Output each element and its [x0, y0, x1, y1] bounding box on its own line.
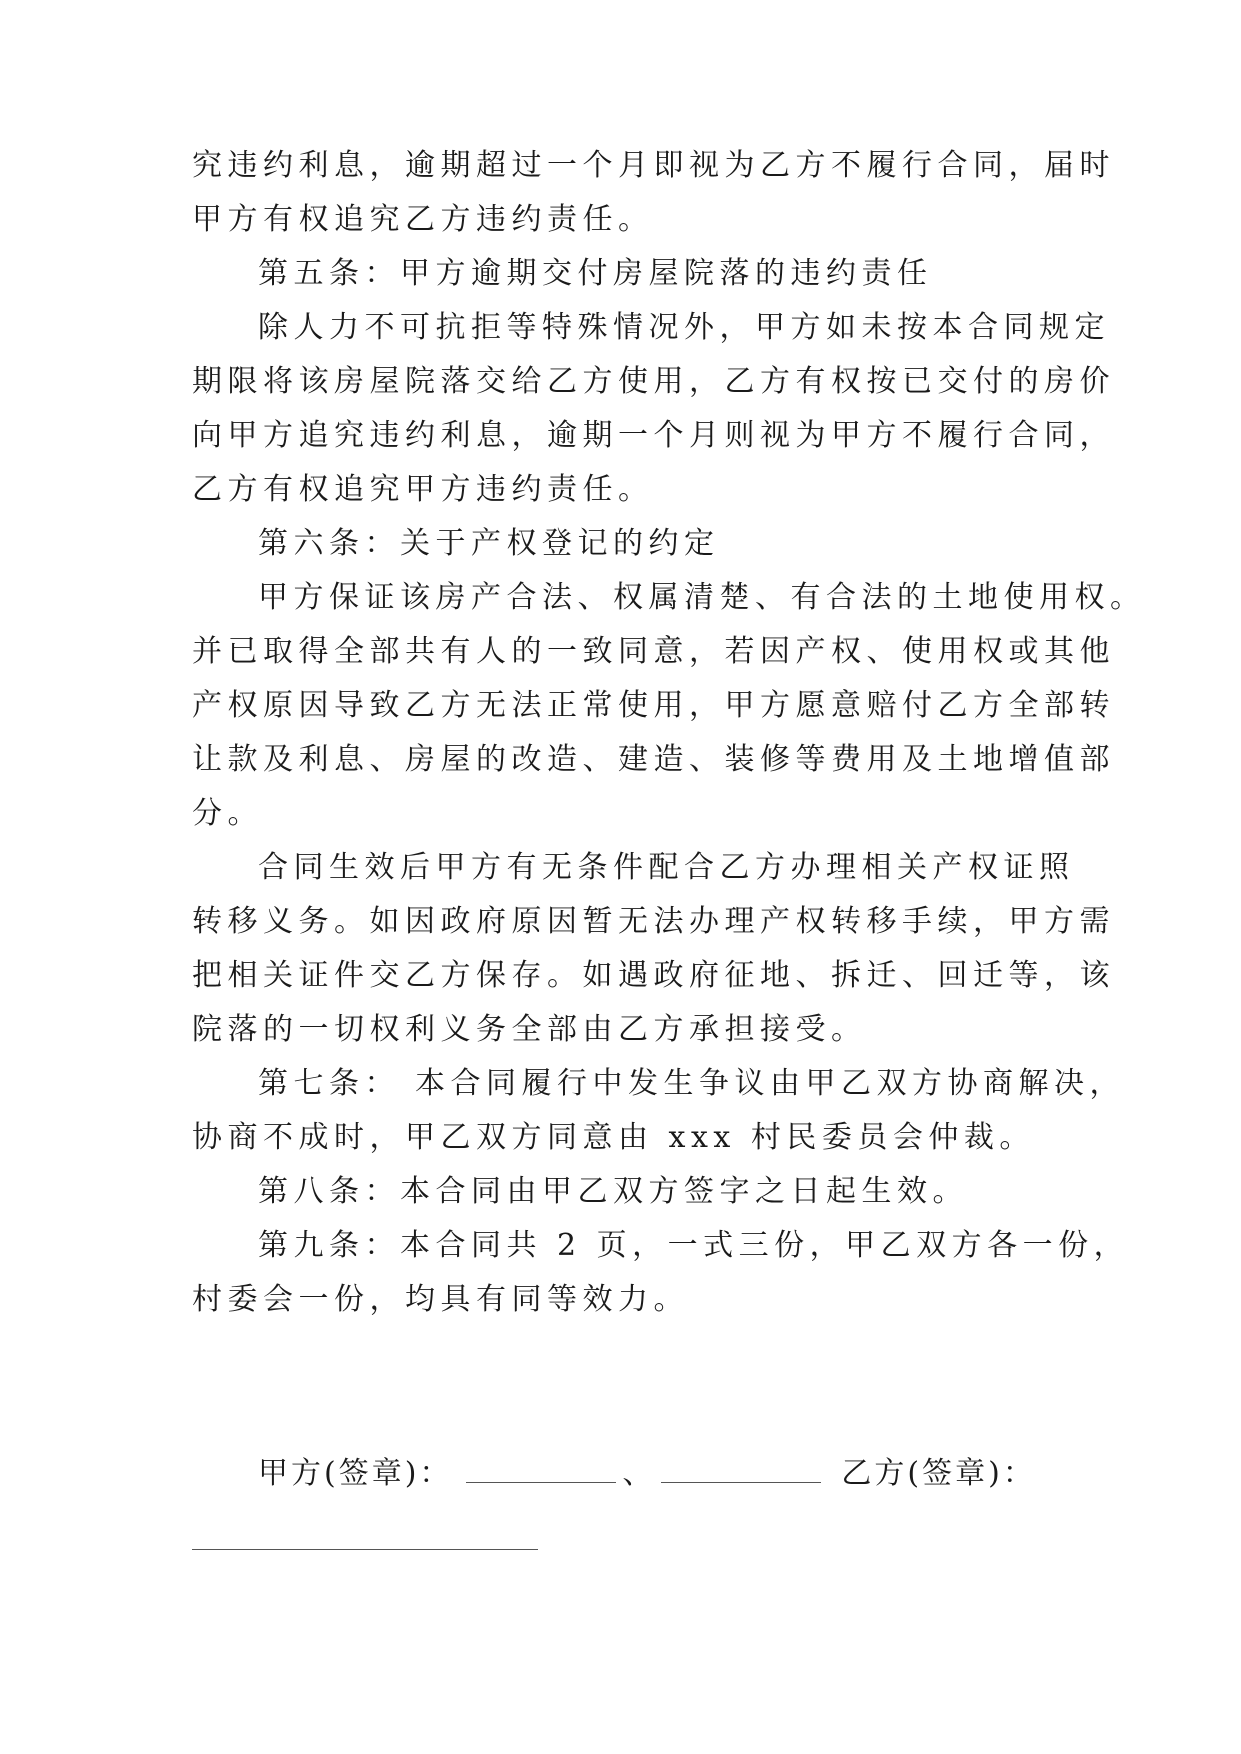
text-line: 转移义务。如因政府原因暂无法办理产权转移手续，甲方需	[192, 904, 1115, 939]
text-line: 向甲方追究违约利息，逾期一个月则视为甲方不履行合同，	[192, 418, 1115, 453]
signature-separator: 、	[622, 1456, 656, 1491]
text-line: 村委会一份，均具有同等效力。	[192, 1282, 689, 1317]
article-heading: 第六条：关于产权登记的约定	[258, 526, 720, 561]
text-line: 乙方有权追究甲方违约责任。	[192, 472, 654, 507]
text-line: 除人力不可抗拒等特殊情况外，甲方如未按本合同规定	[258, 310, 1110, 345]
text-line: 期限将该房屋院落交给乙方使用，乙方有权按已交付的房价	[192, 364, 1115, 399]
text-line: 甲方保证该房产合法、权属清楚、有合法的土地使用权。	[258, 580, 1146, 615]
article-heading: 第七条： 本合同履行中发生争议由甲乙双方协商解决，	[258, 1066, 1126, 1101]
text-line: 合同生效后甲方有无条件配合乙方办理相关产权证照	[258, 850, 1075, 885]
text-line: 院落的一切权利义务全部由乙方承担接受。	[192, 1012, 867, 1047]
signature-row	[258, 1454, 1062, 1494]
text-line: 分。	[192, 796, 263, 831]
text-line: 并已取得全部共有人的一致同意，若因产权、使用权或其他	[192, 634, 1115, 669]
text-line: 把相关证件交乙方保存。如遇政府征地、拆迁、回迁等，该	[192, 958, 1115, 993]
text-line: 产权原因导致乙方无法正常使用，甲方愿意赔付乙方全部转	[192, 688, 1115, 723]
party-b-label: 乙方(签章)：	[841, 1456, 1036, 1491]
text-line: 甲方有权追究乙方违约责任。	[192, 202, 654, 237]
text-line: 究违约利息，逾期超过一个月即视为乙方不履行合同，届时	[192, 148, 1115, 183]
article-heading: 第八条：本合同由甲乙双方签字之日起生效。	[258, 1174, 968, 1209]
article-heading: 第九条：本合同共 2 页，一式三份，甲乙双方各一份，	[258, 1228, 1130, 1263]
text-line: 让款及利息、房屋的改造、建造、装修等费用及土地增值部	[192, 742, 1115, 777]
party-a-label: 甲方(签章)：	[258, 1456, 453, 1491]
article-heading: 第五条：甲方逾期交付房屋院落的违约责任	[258, 256, 933, 291]
party-a-signature-blank	[466, 1454, 616, 1483]
party-a-second-signature-blank	[661, 1454, 821, 1483]
party-b-signature-blank	[192, 1549, 538, 1550]
text-line: 协商不成时，甲乙双方同意由 xxx 村民委员会仲裁。	[192, 1120, 1035, 1155]
